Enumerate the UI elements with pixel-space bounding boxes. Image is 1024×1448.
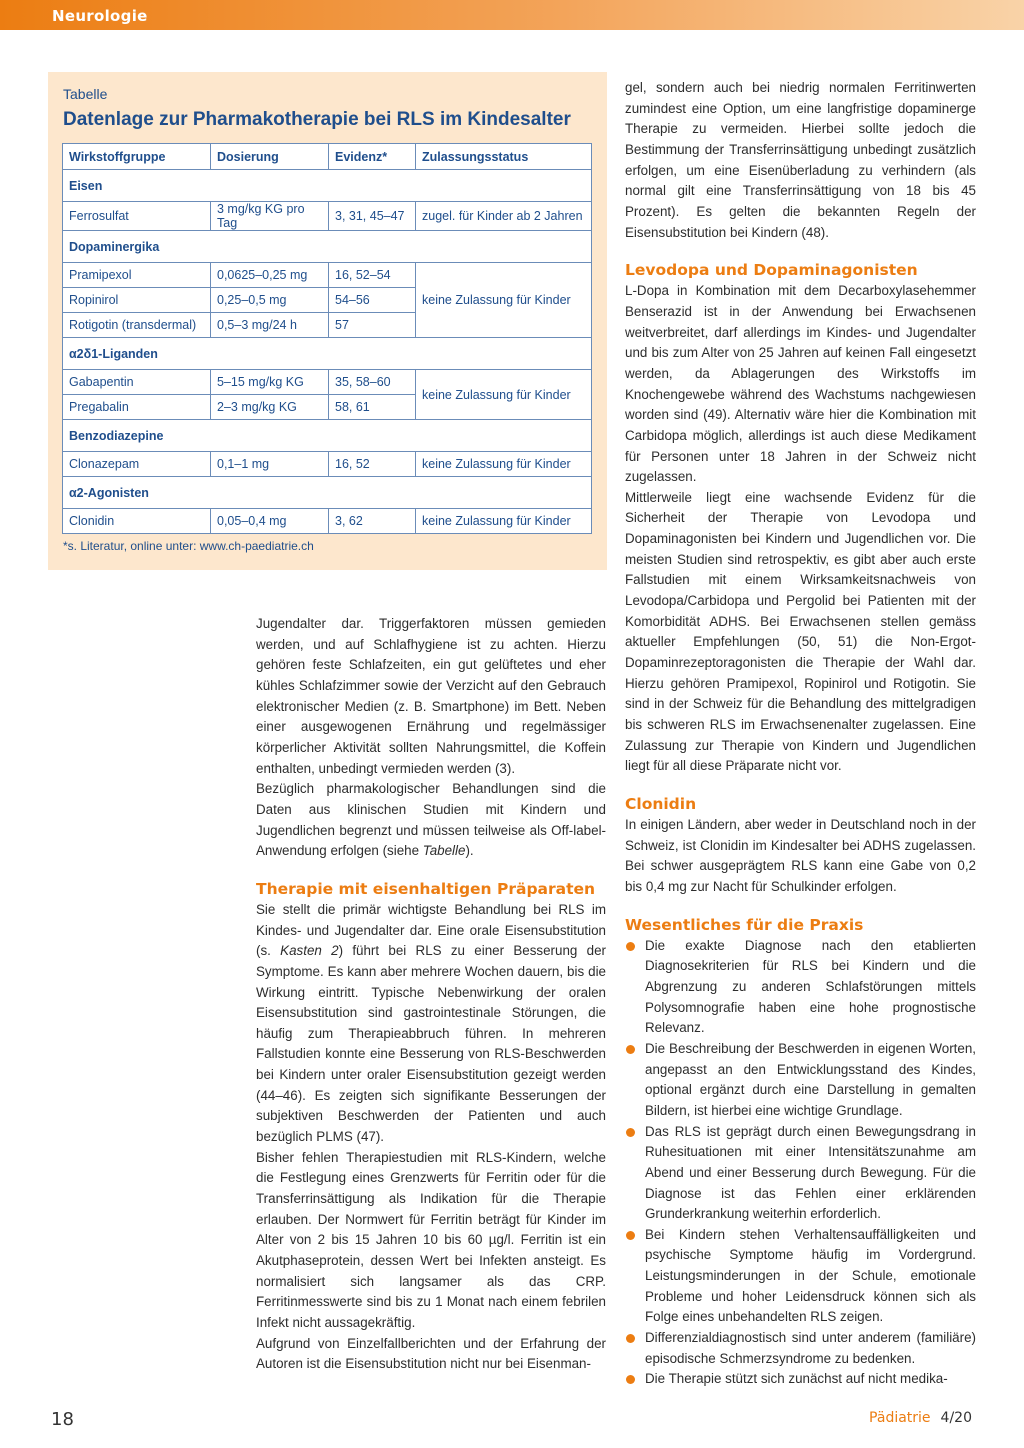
table-cell: 57 (329, 313, 416, 338)
table-cell: Pregabalin (63, 395, 211, 420)
table-label: Tabelle (63, 86, 108, 102)
table-cell: 16, 52 (329, 452, 416, 477)
table-cell: 3, 31, 45–47 (329, 202, 416, 231)
table-header-cell: Dosierung (211, 144, 329, 170)
middle-column (256, 614, 606, 1375)
list-item: Differenzialdiagnostisch sind unter anderem (familiäre) episodische Schmerzsyndrome zu bedenken. (625, 1328, 976, 1369)
table-cell: 0,05–0,4 mg (211, 509, 329, 534)
table-cell: Rotigotin (transdermal) (63, 313, 211, 338)
table-cell: Clonazepam (63, 452, 211, 477)
list-item: Die exakte Diagnose nach den etablierten Diagnosekriterien für RLS bei Kindern und die Abgrenzung zu anderen Schlafstörungen mittels Polysomnografie haben eine hohe prognostische Relevanz. (625, 936, 976, 1039)
table-cell: keine Zulassung für Kinder (416, 509, 592, 534)
table-cell: 3, 62 (329, 509, 416, 534)
list-item: Das RLS ist geprägt durch einen Bewegungsdrang in Ruhesituationen mit einer Intensitätszunahme am Abend und einer Besserung durch Bewegung. Für die Diagnose ist das Fehlen einer erklärenden Grunderkrankung weiterhin erforderlich. (625, 1122, 976, 1225)
paragraph: Mittlerweile liegt eine wachsende Evidenz für die Sicherheit der Therapie von Levodopa und Dopaminagonisten bei Kindern und Jugendlichen vor. Die meisten Studien sind retrospektiv, es gibt aber auch erste Fallstudien mit einem Wirksamkeitsnachweis von Levodopa/Carbidopa und Pergolid bei Patienten mit der Komorbidität ADHS. Bei Erwachsenen stellen gemäss aktueller Empfehlungen (50, 51) die Non-Ergot-Dopaminrezeptoragonisten die Therapie der Wahl dar. Hierzu gehören Pramipexol, Ropinirol und Rotigotin. Sie sind in der Schweiz für die Behandlung des mittelgradigen bis schweren RLS im Erwachsenenalter zugelassen. Eine Zulassung zur Therapie von Kindern und Jugendlichen liegt für all diese Präparate nicht vor. (625, 489, 976, 774)
paragraph: L-Dopa in Kombination mit dem Decarboxylasehemmer Benserazid ist in der Anwendung bei Erwachsenen weitverbreitet, darf allerdings im Kindes- und Jugendalter und bis zum Alter von 25 Jahren auf keinen Fall eingesetzt werden, da Ablagerungen des Wirkstoffs im Knochengewebe während des Wachstums nachgewiesen worden sind (49). Alternativ wäre hier die Kombination mit Carbidopa möglich, allerdings ist auch diese Medikament für Personen unter 18 Jahren in der Schweiz nicht zugelassen. (625, 283, 976, 485)
table-cell: Gabapentin (63, 370, 211, 395)
table-cell: 0,25–0,5 mg (211, 288, 329, 313)
table-header-cell: Wirkstoffgruppe (63, 144, 211, 170)
paragraph: Jugendalter dar. Triggerfaktoren müssen gemieden werden, und auf Schlafhygiene ist zu achten. Hierzu gehören feste Schlafzeiten, ein gut gelüftetes und eher kühles Schlafzimmer sowie der Verzicht auf den Gebrauch elektronischer Medien (z. B. Smartphone) im Bett. Neben einer ausgewogenen Ernährung und regelmässiger körperlicher Aktivität sollten Nahrungsmittel, die Koffein enthalten, unbedingt vermieden werden (3). (256, 616, 606, 776)
paragraph: gel, sondern auch bei niedrig normalen Ferritinwerten zumindest eine Option, um eine langfristige dopaminerge Therapie zu vermeiden. Hierbei sollte jedoch die Bestimmung der Transferrinsättigung unbedingt zusätzlich erfolgen, um eine Eisenüberladung zu verhindern (als normal gilt eine Transferrinsättigung von 18 bis 45 Prozent). Es gelten die bekannten Regeln der Eisensubstitution bei Kindern (48). (625, 80, 976, 240)
group-label: Dopaminergika (63, 231, 592, 263)
paragraph: In einigen Ländern, aber weder in Deutschland noch in der Schweiz, ist Clonidin im Kindesalter bei ADHS zugelassen. Bei schwer ausgeprägtem RLS kann eine Gabe von 0,2 bis 0,4 mg zur Nacht für Schulkinder erfolgen. (625, 817, 976, 894)
journal-footer (869, 1410, 972, 1426)
group-label: α2δ1-Liganden (63, 338, 592, 370)
table-cell: zugel. für Kinder ab 2 Jahren (416, 202, 592, 231)
table-row (63, 509, 592, 534)
table-cell: 35, 58–60 (329, 370, 416, 395)
data-table (62, 143, 592, 534)
list-item: Die Therapie stützt sich zunächst auf nicht medika- (625, 1369, 976, 1390)
table-footnote: *s. Literatur, online unter: www.ch-paediatrie.ch (63, 539, 314, 553)
bullet-icon (626, 1231, 635, 1240)
table-header-cell: Evidenz* (329, 144, 416, 170)
table-row (63, 202, 592, 231)
bullet-icon (626, 942, 635, 951)
bullet-icon (626, 1375, 635, 1384)
table-cell: Clonidin (63, 509, 211, 534)
page-number: 18 (51, 1409, 74, 1430)
table-cell: Ropinirol (63, 288, 211, 313)
section-heading: Levodopa und Dopaminagonisten (625, 261, 918, 280)
paragraph: Bezüglich pharmakologischer Behandlungen sind die Daten aus klinischen Studien mit Kindern und Jugendlichen begrenzt und müssen teilweise als Off-label-Anwendung erfolgen (siehe Tabelle). (256, 781, 606, 859)
table-cell: keine Zulassung für Kinder (416, 263, 592, 338)
table-header-cell: Zulassungsstatus (416, 144, 592, 170)
table-group-row (63, 231, 592, 263)
group-label: α2-Agonisten (63, 477, 592, 509)
list-item: Bei Kindern stehen Verhaltensauffälligkeiten und psychische Symptome häufig im Vordergrund. Leistungsminderungen in der Schule, emotionale Probleme und hoher Leidensdruck können sich als Folge eines unbehandelten RLS zeigen. (625, 1225, 976, 1328)
section-title: Neurologie (52, 7, 148, 25)
paragraph: Aufgrund von Einzelfallberichten und der Erfahrung der Autoren ist die Eisensubstitution nicht nur bei Eisenman- (256, 1335, 606, 1372)
table-box (48, 72, 607, 570)
table-cell: 54–56 (329, 288, 416, 313)
table-group-row (63, 420, 592, 452)
table-cell: Ferrosulfat (63, 202, 211, 231)
table-cell: 3 mg/kg KG pro Tag (211, 202, 329, 231)
paragraph: Bisher fehlen Therapiestudien mit RLS-Kindern, welche die Festlegung eines Grenzwerts für Ferritin oder für die Transferrinsättigung als Indikation für die Therapie erlauben. Der Normwert für Ferritin beträgt für Kinder im Alter von 2 bis 15 Jahren 10 bis 60 µg/l. Ferritin ist ein Akutphaseprotein, dessen Wert bei Infekten ansteigt. Es normalisiert sich langsamer als das CRP. Ferritinmesswerte sind bis zu 1 Monat nach einem febrilen Infekt nicht aussagekräftig. (256, 1149, 606, 1330)
table-cell: keine Zulassung für Kinder (416, 370, 592, 420)
table-cell: 0,0625–0,25 mg (211, 263, 329, 288)
table-cell: 58, 61 (329, 395, 416, 420)
table-cell: 0,5–3 mg/24 h (211, 313, 329, 338)
section-header-bar (0, 0, 1024, 30)
key-points-list (625, 936, 976, 1390)
group-label: Eisen (63, 170, 592, 202)
group-label: Benzodiazepine (63, 420, 592, 452)
table-cell: 2–3 mg/kg KG (211, 395, 329, 420)
paragraph: Sie stellt die primär wichtigste Behandlung bei RLS im Kindes- und Jugendalter dar. Eine orale Eisensubstitution (s. Kasten 2) führt bei RLS zu einer Besserung der Symptome. Es kann aber mehrere Wochen dauern, bis die Wirkung eintritt. Typische Nebenwirkung der oralen Eisensubstitution sind gastrointestinale Störungen, die häufig zum Therapieabbruch führen. In mehreren Fallstudien konnte eine Besserung von RLS-Beschwerden bei Kindern unter oraler Eisensubstitution gezeigt werden (44–46). Es zeigten sich signifikante Besserungen der subjektiven Beschwerden der Patienten und auch bezüglich PLMS (47). (256, 901, 606, 1145)
journal-issue: 4/20 (940, 1410, 972, 1426)
table-cell: 0,1–1 mg (211, 452, 329, 477)
bullet-icon (626, 1128, 635, 1137)
right-column (625, 78, 976, 1390)
section-heading: Therapie mit eisenhaltigen Präparaten (256, 879, 596, 898)
table-header-row (63, 144, 592, 170)
table-cell: 16, 52–54 (329, 263, 416, 288)
table-cell: 5–15 mg/kg KG (211, 370, 329, 395)
table-row (63, 452, 592, 477)
table-row (63, 263, 592, 288)
list-item: Die Beschreibung der Beschwerden in eigenen Worten, angepasst an den Entwicklungsstand des Kindes, optional ergänzt durch eine Darstellung in gemalten Bildern, ist hierbei eine wichtige Grundlage. (625, 1039, 976, 1122)
section-heading: Wesentliches für die Praxis (625, 915, 864, 934)
section-heading: Clonidin (625, 795, 697, 813)
table-cell: Pramipexol (63, 263, 211, 288)
table-cell: keine Zulassung für Kinder (416, 452, 592, 477)
journal-name: Pädiatrie (869, 1410, 931, 1426)
table-group-row (63, 170, 592, 202)
bullet-icon (626, 1334, 635, 1343)
bullet-icon (626, 1045, 635, 1054)
table-group-row (63, 338, 592, 370)
table-row (63, 370, 592, 395)
table-title: Datenlage zur Pharmakotherapie bei RLS im Kindesalter (63, 109, 571, 130)
table-group-row (63, 477, 592, 509)
